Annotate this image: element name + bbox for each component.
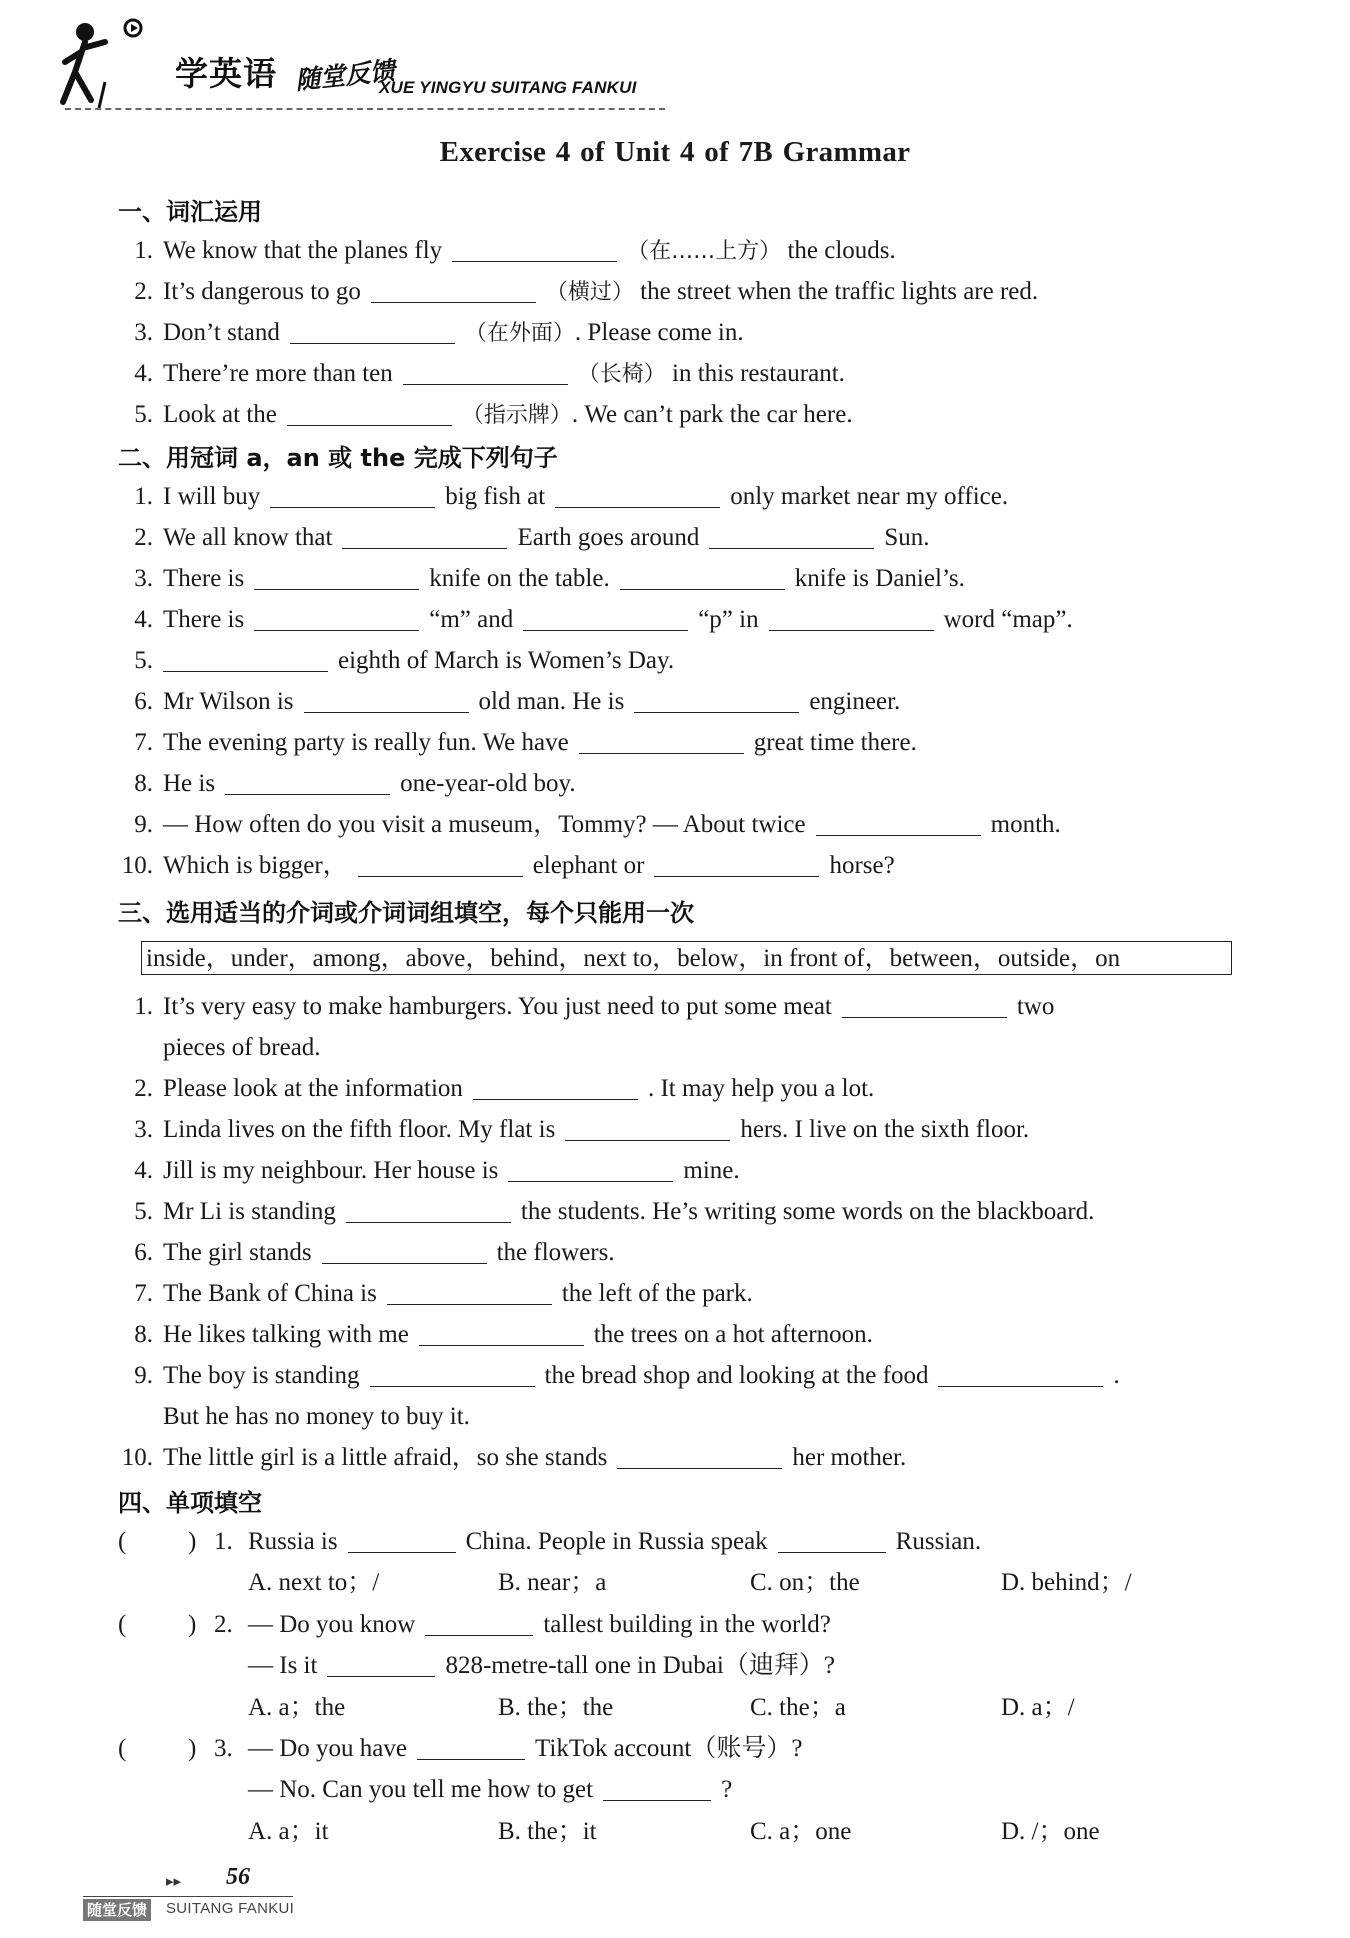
answer-paren-right[interactable]: ) <box>188 1611 197 1638</box>
s3-item-7 <box>0 1274 1350 1314</box>
answer-blank[interactable] <box>327 1650 435 1677</box>
answer-blank[interactable] <box>304 686 469 713</box>
mc-options-3 <box>0 1812 1350 1852</box>
option-d[interactable]: D. /；one <box>1001 1818 1100 1845</box>
footer-divider <box>83 1896 293 1897</box>
item-number: 3. <box>214 1735 233 1762</box>
item-text: The evening party is really fun. We have <box>163 729 569 756</box>
answer-blank[interactable] <box>634 686 799 713</box>
item-text: The boy is standing <box>163 1362 360 1389</box>
item-text: her mother. <box>792 1444 907 1471</box>
item-number: 5. <box>134 647 153 674</box>
option-b[interactable]: B. the；the <box>498 1694 614 1721</box>
item-text: only market near my office. <box>730 483 1009 510</box>
mc-options-1 <box>0 1563 1350 1603</box>
mc-options-2 <box>0 1688 1350 1728</box>
s2-item-2 <box>0 518 1350 558</box>
item-number: 6. <box>134 1239 153 1266</box>
item-text: eighth of March is Women’s Day. <box>338 647 675 674</box>
item-text: the trees on a hot afternoon. <box>593 1321 873 1348</box>
runner-logo-icon <box>55 12 145 112</box>
s2-item-3 <box>0 559 1350 599</box>
s1-item-2 <box>0 272 1350 312</box>
s1-item-3 <box>0 313 1350 353</box>
item-number: 3. <box>134 319 153 346</box>
section1-heading: 一、词汇运用 <box>118 198 262 226</box>
item-text: The little girl is a little afraid，so she stands <box>163 1444 608 1471</box>
item-text: engineer. <box>809 688 901 715</box>
option-d[interactable]: D. a；/ <box>1001 1694 1075 1721</box>
item-text: Which is bigger， <box>163 852 348 879</box>
answer-blank[interactable] <box>579 727 744 754</box>
s3-item-10 <box>0 1438 1350 1478</box>
s2-item-10 <box>0 846 1350 886</box>
item-text: There is <box>163 565 245 592</box>
page-number: 56 <box>226 1864 250 1890</box>
item-number: 1. <box>134 237 153 264</box>
item-text: the bread shop and looking at the food <box>544 1362 929 1389</box>
answer-blank[interactable] <box>348 1526 456 1553</box>
answer-blank[interactable] <box>654 850 819 877</box>
answer-blank[interactable] <box>254 604 419 631</box>
s2-item-6 <box>0 682 1350 722</box>
s3-item-8 <box>0 1315 1350 1355</box>
item-number: 8. <box>134 770 153 797</box>
item-text: Sun. <box>884 524 930 551</box>
item-number: 10. <box>121 1444 153 1471</box>
item-number: 3. <box>134 565 153 592</box>
item-number: 2. <box>134 278 153 305</box>
item-number: 1. <box>134 483 153 510</box>
item-text: . Please come in. <box>574 319 744 346</box>
item-text: Russia is <box>248 1528 338 1555</box>
item-text: old man. He is <box>478 688 625 715</box>
item-text: Earth goes around <box>517 524 700 551</box>
s2-item-1 <box>0 477 1350 517</box>
item-text: month. <box>990 811 1061 838</box>
option-a[interactable]: A. next to；/ <box>248 1569 380 1596</box>
answer-blank[interactable] <box>419 1319 584 1346</box>
answer-blank[interactable] <box>346 1196 511 1223</box>
s3-item-9 <box>0 1356 1350 1396</box>
item-text: It’s dangerous to go <box>163 278 361 305</box>
s1-item-4 <box>0 354 1350 394</box>
item-text: Please look at the information <box>163 1075 463 1102</box>
item-text: . <box>1113 1362 1120 1389</box>
item-number: 9. <box>134 811 153 838</box>
item-hint: （长椅） <box>577 362 666 387</box>
answer-blank[interactable] <box>403 358 568 385</box>
item-hint: （在外面） <box>464 321 575 346</box>
item-text: . We can’t park the car here. <box>571 401 853 428</box>
answer-blank[interactable] <box>769 604 934 631</box>
answer-blank[interactable] <box>555 481 720 508</box>
item-text: It’s very easy to make hamburgers. You just need to put some meat <box>163 993 832 1020</box>
option-c[interactable]: C. a；one <box>750 1818 852 1845</box>
item-text: . It may help you a lot. <box>647 1075 875 1102</box>
answer-paren-right[interactable]: ) <box>188 1735 197 1762</box>
item-text: The girl stands <box>163 1239 312 1266</box>
item-text: “p” in <box>698 606 759 633</box>
answer-paren-left[interactable]: ( <box>118 1735 127 1762</box>
item-text: — How often do you visit a museum，Tommy? — About twice <box>163 811 806 838</box>
item-text: China. People in Russia speak <box>465 1528 768 1555</box>
answer-blank[interactable] <box>358 850 523 877</box>
answer-blank[interactable] <box>778 1526 886 1553</box>
s3-item-9-continued <box>0 1397 1350 1437</box>
item-text: elephant or <box>532 852 645 879</box>
s2-item-4 <box>0 600 1350 640</box>
item-text: tallest building in the world? <box>543 1611 831 1638</box>
answer-blank[interactable] <box>508 1155 673 1182</box>
answer-paren-right[interactable]: ) <box>188 1528 197 1555</box>
item-text: Mr Wilson is <box>163 688 294 715</box>
answer-blank[interactable] <box>370 1360 535 1387</box>
answer-blank[interactable] <box>565 1114 730 1141</box>
double-arrow-icon: ▸▸ <box>166 1872 182 1890</box>
mc-question-2 <box>0 1605 1350 1645</box>
item-text: But he has no money to buy it. <box>163 1403 470 1430</box>
item-number: 6. <box>134 688 153 715</box>
mc-question-3-line2 <box>0 1770 1350 1810</box>
answer-blank[interactable] <box>938 1360 1103 1387</box>
answer-blank[interactable] <box>473 1073 638 1100</box>
item-text: the flowers. <box>496 1239 615 1266</box>
answer-blank[interactable] <box>371 276 536 303</box>
answer-blank[interactable] <box>523 604 688 631</box>
answer-blank[interactable] <box>617 1442 782 1469</box>
item-text: We know that the planes fly <box>163 237 443 264</box>
option-b[interactable]: B. near；a <box>498 1569 607 1596</box>
section2-heading: 二、用冠词 a，an 或 the 完成下列句子 <box>118 444 558 472</box>
item-number: 4. <box>134 360 153 387</box>
section4-heading: 四、单项填空 <box>118 1489 262 1517</box>
item-text: the clouds. <box>787 237 896 264</box>
answer-blank[interactable] <box>842 991 1007 1018</box>
item-text: ? <box>721 1776 733 1803</box>
item-text: pieces of bread. <box>163 1034 321 1061</box>
s2-item-9 <box>0 805 1350 845</box>
mc-question-1 <box>0 1522 1350 1562</box>
item-number: 1. <box>134 993 153 1020</box>
section3-heading: 三、选用适当的介词或介词词组填空，每个只能用一次 <box>118 899 694 927</box>
item-text: the students. He’s writing some words on the blackboard. <box>520 1198 1095 1225</box>
item-number: 10. <box>121 852 153 879</box>
item-number: 2. <box>134 524 153 551</box>
item-text: — Is it <box>248 1652 318 1679</box>
item-text: the street when the traffic lights are red. <box>640 278 1039 305</box>
item-text: horse? <box>829 852 895 879</box>
option-a[interactable]: A. a；it <box>248 1818 329 1845</box>
answer-blank[interactable] <box>709 522 874 549</box>
item-text: Linda lives on the fifth floor. My flat is <box>163 1116 556 1143</box>
answer-blank[interactable] <box>603 1774 711 1801</box>
s3-item-2 <box>0 1069 1350 1109</box>
item-text: Look at the <box>163 401 277 428</box>
s3-item-5 <box>0 1192 1350 1232</box>
item-text: knife is Daniel’s. <box>794 565 965 592</box>
header-divider <box>65 108 665 110</box>
answer-blank[interactable] <box>163 645 328 672</box>
answer-blank[interactable] <box>816 809 981 836</box>
s3-item-4 <box>0 1151 1350 1191</box>
answer-blank[interactable] <box>290 317 455 344</box>
page-title: Exercise 4 of Unit 4 of 7B Grammar <box>439 136 911 168</box>
item-number: 4. <box>134 606 153 633</box>
brand-title-cn: 学英语 <box>175 54 277 93</box>
item-text: in this restaurant. <box>672 360 845 387</box>
item-hint: （在……上方） <box>627 239 782 264</box>
option-c[interactable]: C. on；the <box>750 1569 860 1596</box>
item-text: big fish at <box>445 483 546 510</box>
footer-brand-en: SUITANG FANKUI <box>166 1900 295 1917</box>
item-text: mine. <box>683 1157 740 1184</box>
item-hint: （横过） <box>545 280 634 305</box>
answer-blank[interactable] <box>287 399 452 426</box>
item-text: word “map”. <box>943 606 1073 633</box>
word-bank-box: inside，under，among，above，behind，next to，below，in front of，between，outside，on <box>141 941 1232 975</box>
footer-badge: 随堂反馈 <box>83 1899 151 1921</box>
answer-blank[interactable] <box>254 563 419 590</box>
answer-blank[interactable] <box>417 1733 525 1760</box>
item-number: 2. <box>214 1611 233 1638</box>
s1-item-1 <box>0 231 1350 271</box>
item-text: The Bank of China is <box>163 1280 377 1307</box>
item-text: Mr Li is standing <box>163 1198 336 1225</box>
s3-item-1-continued <box>0 1028 1350 1068</box>
answer-blank[interactable] <box>225 768 390 795</box>
header <box>55 12 675 112</box>
item-text: We all know that <box>163 524 333 551</box>
item-text: — Do you know <box>248 1611 416 1638</box>
answer-blank[interactable] <box>620 563 785 590</box>
item-number: 4. <box>134 1157 153 1184</box>
item-text: “m” and <box>429 606 514 633</box>
item-hint: （指示牌） <box>461 403 572 428</box>
answer-paren-left[interactable]: ( <box>118 1528 127 1555</box>
item-number: 8. <box>134 1321 153 1348</box>
item-text: Russian. <box>895 1528 982 1555</box>
item-number: 5. <box>134 401 153 428</box>
s2-item-8 <box>0 764 1350 804</box>
answer-blank[interactable] <box>322 1237 487 1264</box>
item-text: one-year-old boy. <box>400 770 576 797</box>
item-text: There is <box>163 606 245 633</box>
s3-item-1 <box>0 987 1350 1027</box>
brand-subtitle-cn: 随堂反馈 <box>293 55 397 96</box>
item-number: 5. <box>134 1198 153 1225</box>
item-text: two <box>1016 993 1055 1020</box>
item-number: 1. <box>214 1528 233 1555</box>
item-text: great time there. <box>753 729 917 756</box>
s3-item-3 <box>0 1110 1350 1150</box>
s2-item-5 <box>0 641 1350 681</box>
item-text: hers. I live on the sixth floor. <box>740 1116 1030 1143</box>
answer-blank[interactable] <box>425 1609 533 1636</box>
item-text: I will buy <box>163 483 261 510</box>
item-number: 7. <box>134 1280 153 1307</box>
item-text: TikTok account（账号）? <box>535 1735 803 1762</box>
answer-blank[interactable] <box>452 235 617 262</box>
brand-title-en: XUE YINGYU SUITANG FANKUI <box>379 78 637 97</box>
s1-item-5 <box>0 395 1350 435</box>
item-text: He is <box>163 770 216 797</box>
answer-paren-left[interactable]: ( <box>118 1611 127 1638</box>
s3-item-6 <box>0 1233 1350 1273</box>
item-number: 9. <box>134 1362 153 1389</box>
option-d[interactable]: D. behind；/ <box>1001 1569 1132 1596</box>
item-text: — Do you have <box>248 1735 407 1762</box>
item-text: — No. Can you tell me how to get <box>248 1776 594 1803</box>
item-text: Don’t stand <box>163 319 280 346</box>
option-b[interactable]: B. the；it <box>498 1818 597 1845</box>
item-number: 2. <box>134 1075 153 1102</box>
item-text: He likes talking with me <box>163 1321 409 1348</box>
mc-question-2-line2 <box>0 1646 1350 1686</box>
item-text: knife on the table. <box>429 565 610 592</box>
item-text: the left of the park. <box>561 1280 753 1307</box>
item-text: There’re more than ten <box>163 360 393 387</box>
item-text: Jill is my neighbour. Her house is <box>163 1157 499 1184</box>
answer-blank[interactable] <box>270 481 435 508</box>
mc-question-3 <box>0 1729 1350 1769</box>
s2-item-7 <box>0 723 1350 763</box>
item-number: 3. <box>134 1116 153 1143</box>
answer-blank[interactable] <box>342 522 507 549</box>
item-text: 828-metre-tall one in Dubai（迪拜）? <box>445 1652 835 1679</box>
option-c[interactable]: C. the；a <box>750 1694 846 1721</box>
answer-blank[interactable] <box>387 1278 552 1305</box>
item-number: 7. <box>134 729 153 756</box>
option-a[interactable]: A. a；the <box>248 1694 346 1721</box>
